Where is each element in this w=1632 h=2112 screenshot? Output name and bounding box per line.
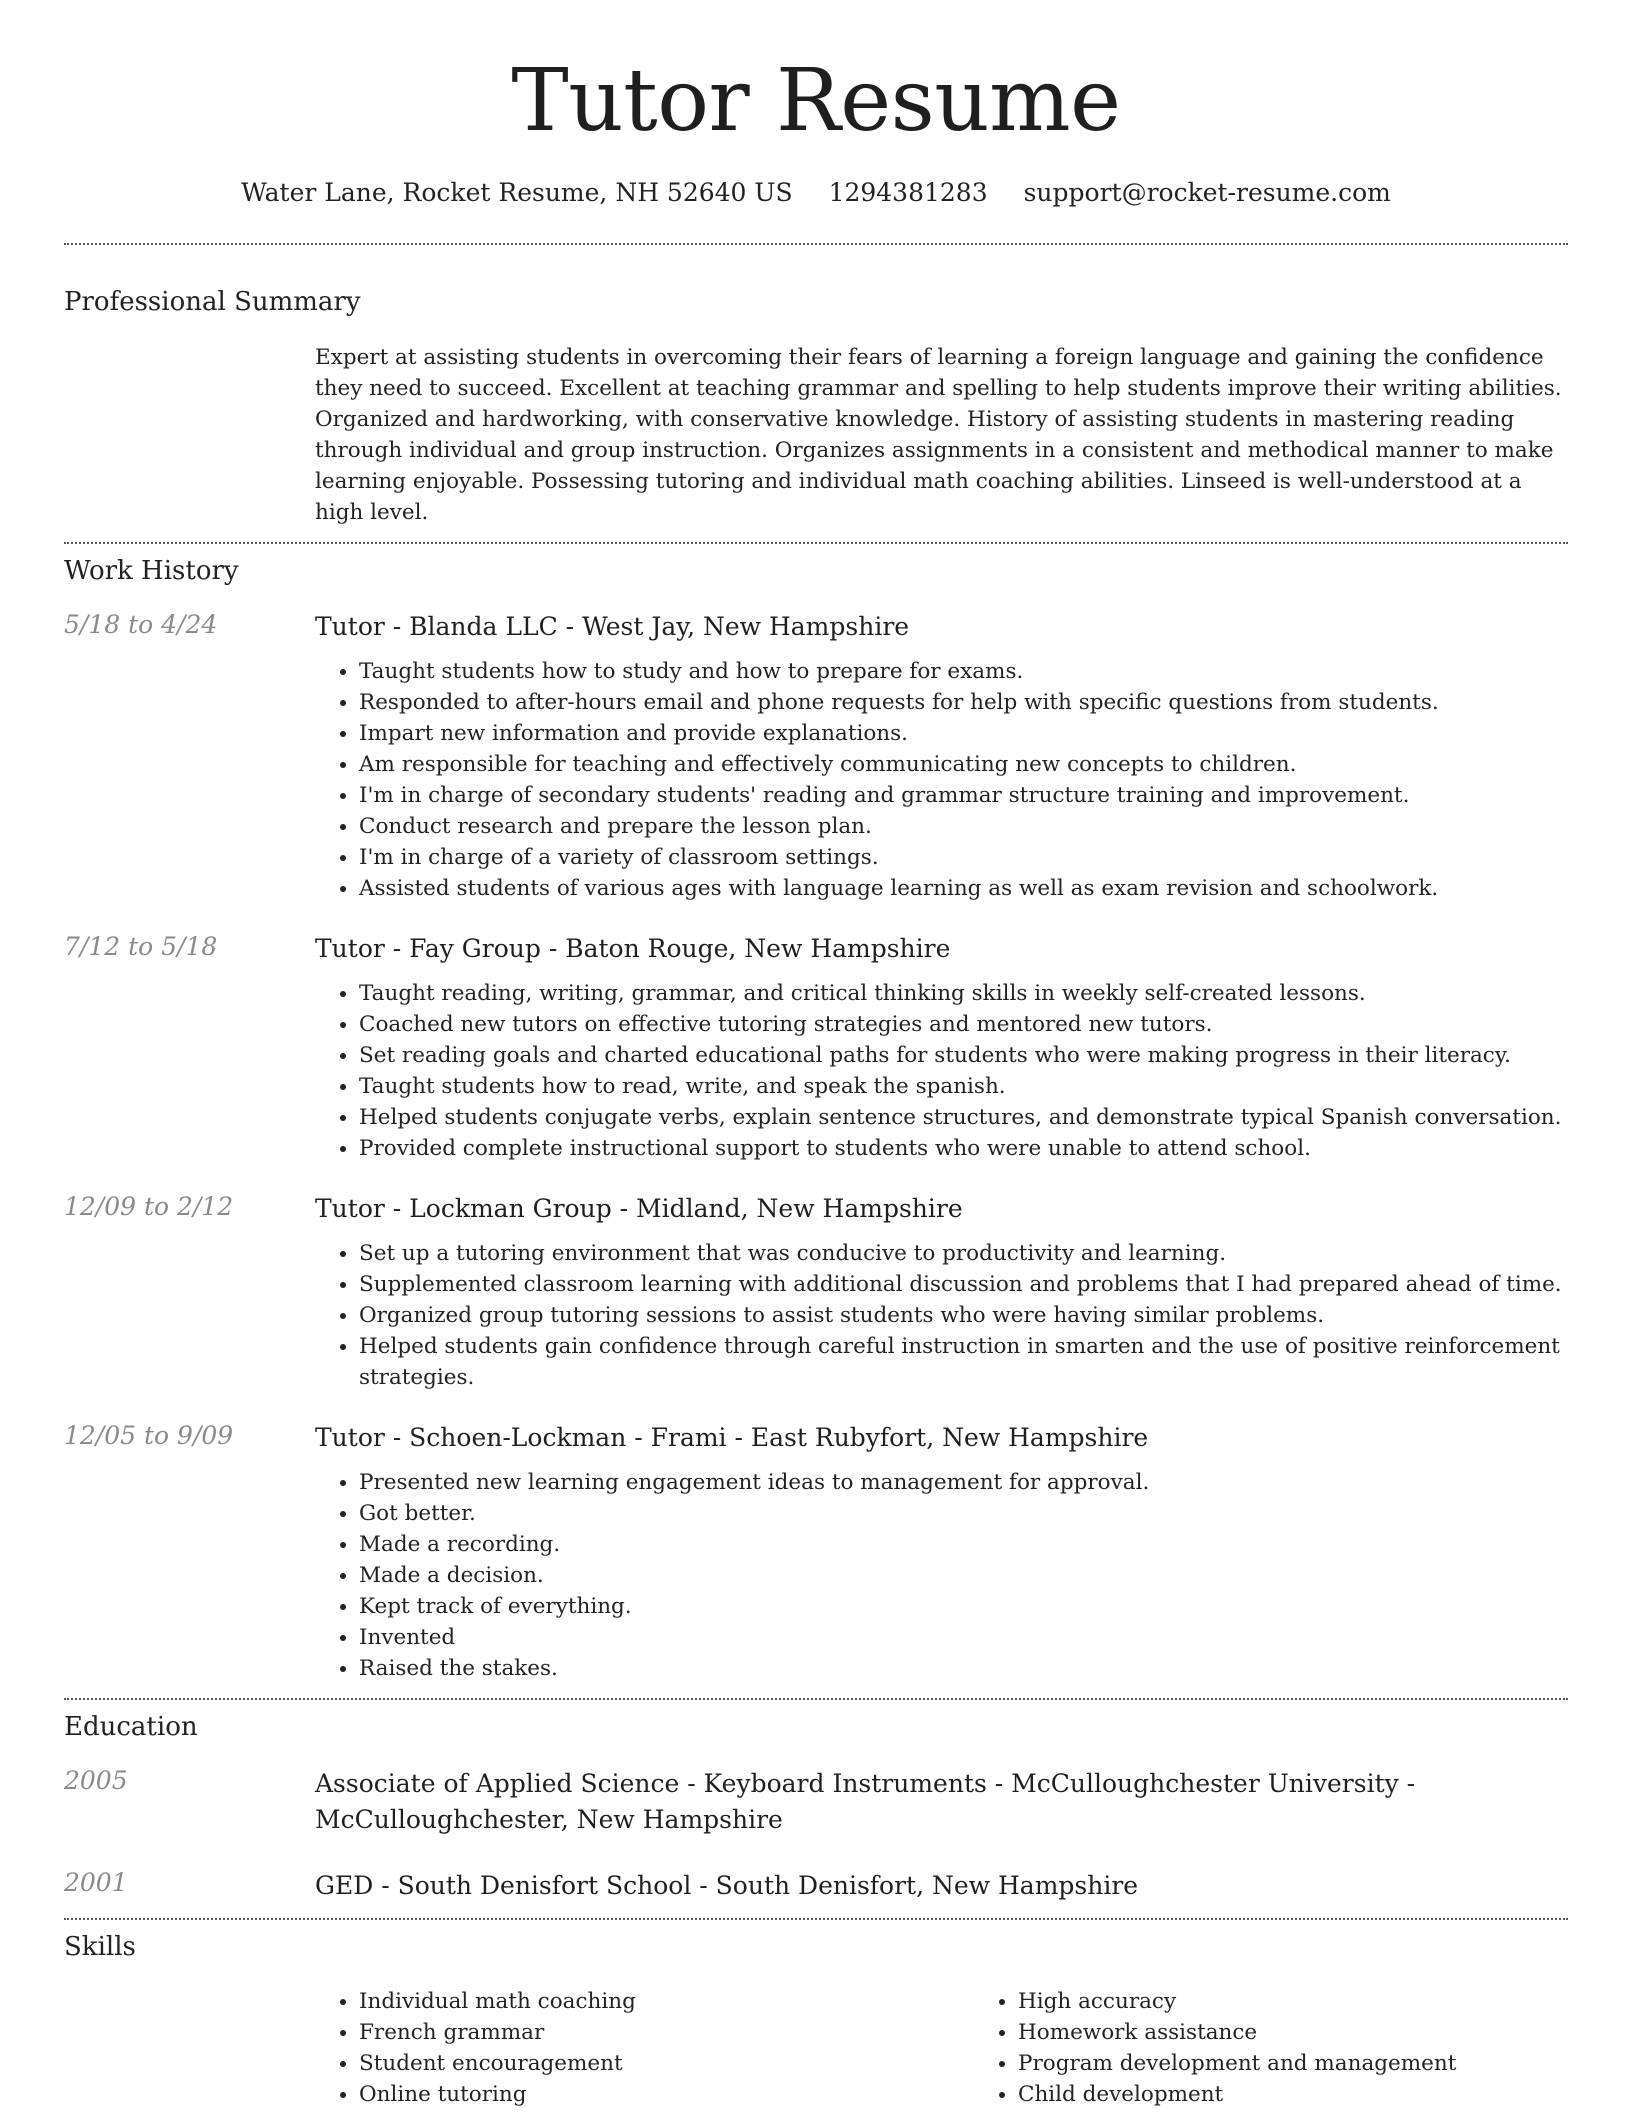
divider	[64, 542, 1568, 544]
list-item: • Presented new learning engagement ideas to management for approval.	[359, 1467, 1568, 1498]
job-details	[315, 932, 1568, 1164]
list-item: • Conduct research and prepare the lesson plan.	[359, 811, 1568, 842]
list-item: • High accuracy	[1018, 1986, 1632, 2017]
job-bullets	[315, 1467, 1568, 1684]
job-entry	[64, 610, 1568, 904]
contact-email: support@rocket-resume.com	[1023, 178, 1391, 207]
section-heading-education: Education	[64, 1712, 198, 1742]
education-entry	[64, 1868, 1568, 1904]
education-title: Associate of Applied Science - Keyboard Instruments - McCulloughchester University - McCulloughchester, New Hampshire	[315, 1769, 1416, 1834]
job-dates: 7/12 to 5/18	[64, 932, 218, 961]
resume-title: Tutor Resume	[511, 51, 1121, 151]
list-item: • Homework assistance	[1018, 2017, 1632, 2048]
skills-spacer	[64, 1986, 315, 2110]
list-item: • Invented	[359, 1622, 1568, 1653]
job-bullets	[315, 1238, 1568, 1393]
list-item: • Set reading goals and charted educational paths for students who were making progress in their literacy.	[359, 1040, 1568, 1071]
education-year: 2005	[64, 1766, 128, 1795]
skills-list-left	[315, 1986, 974, 2110]
list-item: • I'm in charge of a variety of classroom settings.	[359, 842, 1568, 873]
list-item: • Student encouragement	[359, 2048, 974, 2079]
job-entry	[64, 1421, 1568, 1684]
divider	[64, 243, 1568, 245]
job-details	[315, 1192, 1568, 1393]
job-title: Tutor - Fay Group - Baton Rouge, New Hampshire	[315, 934, 951, 963]
list-item: • Assisted students of various ages with language learning as well as exam revision and schoolwork.	[359, 873, 1568, 904]
job-details	[315, 1421, 1568, 1684]
job-details	[315, 610, 1568, 904]
list-item: • Impart new information and provide explanations.	[359, 718, 1568, 749]
list-item: • Coached new tutors on effective tutoring strategies and mentored new tutors.	[359, 1009, 1568, 1040]
list-item: • I'm in charge of secondary students' reading and grammar structure training and improvement.	[359, 780, 1568, 811]
list-item: • Made a recording.	[359, 1529, 1568, 1560]
contact-phone: 1294381283	[828, 178, 988, 207]
education-year: 2001	[64, 1868, 128, 1897]
list-item: • Kept track of everything.	[359, 1591, 1568, 1622]
list-item: • Made a decision.	[359, 1560, 1568, 1591]
list-item: • Set up a tutoring environment that was conducive to productivity and learning.	[359, 1238, 1568, 1269]
list-item: • Program development and management	[1018, 2048, 1632, 2079]
list-item: • Supplemented classroom learning with additional discussion and problems that I had prepared ahead of time.	[359, 1269, 1568, 1300]
job-entry	[64, 932, 1568, 1164]
list-item: • Provided complete instructional support to students who were unable to attend school.	[359, 1133, 1568, 1164]
job-title: Tutor - Lockman Group - Midland, New Hampshire	[315, 1194, 963, 1223]
list-item: • Helped students conjugate verbs, explain sentence structures, and demonstrate typical Spanish conversation.	[359, 1102, 1568, 1133]
section-heading-work: Work History	[64, 556, 239, 586]
list-item: • Responded to after-hours email and phone requests for help with specific questions from students.	[359, 687, 1568, 718]
skills-row	[64, 1986, 1568, 2110]
summary-spacer	[64, 342, 315, 528]
job-dates: 5/18 to 4/24	[64, 610, 218, 639]
section-heading-skills: Skills	[64, 1932, 136, 1962]
list-item: • Taught students how to read, write, and speak the spanish.	[359, 1071, 1568, 1102]
list-item: • Child development	[1018, 2079, 1632, 2110]
summary-text: Expert at assisting students in overcoming their fears of learning a foreign language and gaining the confidence they need to succeed. Excellent at teaching grammar and spelling to help students improve their writing abilities. Organized and hardworking, with conservative knowledge. History of assisting students in mastering reading through individual and group instruction. Organizes assignments in a consistent and methodical manner to make learning enjoyable. Possessing tutoring and individual math coaching abilities. Linseed is well-understood at a high level.	[315, 345, 1562, 525]
education-entry	[64, 1766, 1568, 1838]
divider	[64, 1918, 1568, 1920]
list-item: • Online tutoring	[359, 2079, 974, 2110]
job-bullets	[315, 656, 1568, 904]
divider	[64, 1698, 1568, 1700]
summary-row	[64, 342, 1568, 528]
list-item: • Helped students gain confidence through careful instruction in smarten and the use of positive reinforcement strategies.	[359, 1331, 1568, 1393]
job-title: Tutor - Schoen-Lockman - Frami - East Rubyfort, New Hampshire	[315, 1423, 1149, 1452]
list-item: • Taught students how to study and how to prepare for exams.	[359, 656, 1568, 687]
list-item: • Raised the stakes.	[359, 1653, 1568, 1684]
education-title: GED - South Denisfort School - South Denisfort, New Hampshire	[315, 1871, 1139, 1900]
contact-address: Water Lane, Rocket Resume, NH 52640 US	[241, 178, 793, 207]
list-item: • Individual math coaching	[359, 1986, 974, 2017]
list-item: • Taught reading, writing, grammar, and critical thinking skills in weekly self-created lessons.	[359, 978, 1568, 1009]
skills-list-right	[974, 1986, 1632, 2110]
list-item: • Am responsible for teaching and effectively communicating new concepts to children.	[359, 749, 1568, 780]
list-item: • Organized group tutoring sessions to assist students who were having similar problems.	[359, 1300, 1568, 1331]
contact-line	[64, 178, 1568, 207]
section-heading-summary: Professional Summary	[64, 287, 361, 317]
list-item: • Got better.	[359, 1498, 1568, 1529]
resume-page	[64, 0, 1568, 2110]
job-entry	[64, 1192, 1568, 1393]
job-bullets	[315, 978, 1568, 1164]
job-dates: 12/09 to 2/12	[64, 1192, 234, 1221]
job-dates: 12/05 to 9/09	[64, 1421, 234, 1450]
skills-columns	[315, 1986, 1632, 2110]
job-title: Tutor - Blanda LLC - West Jay, New Hampshire	[315, 612, 910, 641]
list-item: • French grammar	[359, 2017, 974, 2048]
